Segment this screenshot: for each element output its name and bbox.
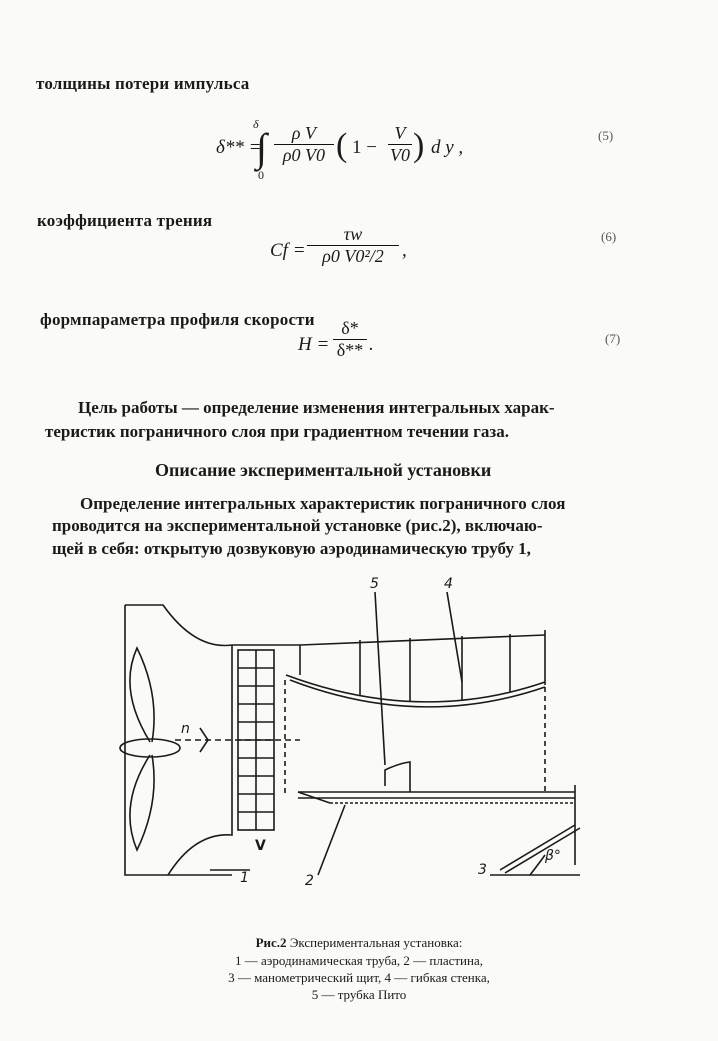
eq5-inner-fraction-bar	[388, 144, 412, 145]
eq5-one-minus: 1 −	[352, 137, 377, 158]
eq6-denominator: ρ0 V0²/2	[322, 246, 384, 267]
eq7-number: (7)	[605, 331, 621, 346]
eq7-numerator: δ*	[341, 318, 359, 338]
label-momentum-thickness: толщины потери импульса	[36, 74, 250, 93]
figure-caption-line-2: 1 — аэродинамическая труба, 2 — пластина,	[235, 953, 483, 968]
caption-title: Экспериментальная установка:	[289, 935, 463, 950]
label-v: V	[255, 838, 266, 854]
eq6-lhs: Cf =	[270, 240, 306, 261]
caption-figure-number: Рис.2	[255, 935, 287, 950]
eq6-tail: ,	[402, 240, 407, 261]
figure-caption-line-4: 5 — трубка Пито	[311, 987, 407, 1002]
eq5-integral: ∫	[256, 125, 267, 170]
eq5-numerator: ρ V	[291, 123, 317, 143]
eq5-inner-numerator: V	[394, 123, 406, 143]
label-beta: β°	[545, 848, 561, 864]
eq6-number: (6)	[601, 229, 617, 244]
eq5-lhs: δ** =	[216, 137, 262, 158]
flexible-wall	[286, 630, 545, 707]
pitot-tube	[385, 762, 410, 792]
eq5-fraction	[274, 123, 334, 166]
eq7-tail: .	[369, 334, 374, 355]
section-heading: Описание экспериментальной установки	[155, 460, 492, 480]
leader-line-4	[447, 592, 462, 682]
eq7-denominator: δ**	[336, 340, 364, 361]
eq5-paren-close: )	[413, 127, 425, 164]
eq5-paren-open: (	[336, 127, 348, 164]
label-5: 5	[370, 576, 379, 592]
eq6-fraction-bar	[307, 245, 399, 246]
figure-caption-line-1	[0, 935, 718, 951]
propeller-icon	[120, 648, 180, 850]
setup-diagram	[0, 570, 718, 920]
eq5-tail: d y ,	[431, 137, 464, 158]
label-3: 3	[478, 862, 487, 878]
leader-line-5	[375, 592, 385, 765]
eq5-upper-limit: δ	[253, 117, 259, 131]
label-2: 2	[305, 873, 314, 889]
goal-line-2: теристик пограничного слоя при градиентном течении газа.	[45, 422, 509, 441]
figure-caption-line-3: 3 — манометрический щит, 4 — гибкая стенка,	[228, 970, 490, 985]
eq7-fraction	[333, 318, 367, 361]
goal-line-1: Цель работы — определение изменения интегральных харак-	[78, 398, 555, 417]
label-friction-coefficient: коэффициента трения	[37, 211, 213, 230]
eq5-inner-fraction	[388, 123, 412, 166]
eq5-fraction-bar	[274, 144, 334, 145]
label-shape-parameter: формпараметра профиля скорости	[40, 310, 315, 329]
eq5-number: (5)	[598, 128, 614, 143]
eq6-numerator: τw	[343, 224, 363, 244]
eq7-lhs: H =	[298, 334, 330, 355]
plate	[298, 785, 575, 865]
manometer-board	[490, 825, 580, 875]
label-n: n	[181, 721, 190, 737]
description-line-1: Определение интегральных характеристик пограничного слоя	[80, 494, 566, 513]
eq6-fraction	[307, 224, 399, 267]
eq7-fraction-bar	[333, 339, 367, 340]
label-1: 1	[240, 870, 249, 886]
eq5-inner-denominator: V0	[390, 145, 410, 166]
leader-line-2	[318, 805, 345, 875]
eq5-denominator: ρ0 V0	[282, 145, 326, 166]
eq5-lower-limit: 0	[258, 168, 264, 182]
description-line-2: проводится на экспериментальной установке (рис.2), включаю-	[52, 516, 543, 535]
description-line-3: щей в себя: открытую дозвуковую аэродинамическую трубу 1,	[52, 539, 531, 558]
label-4: 4	[444, 576, 453, 592]
